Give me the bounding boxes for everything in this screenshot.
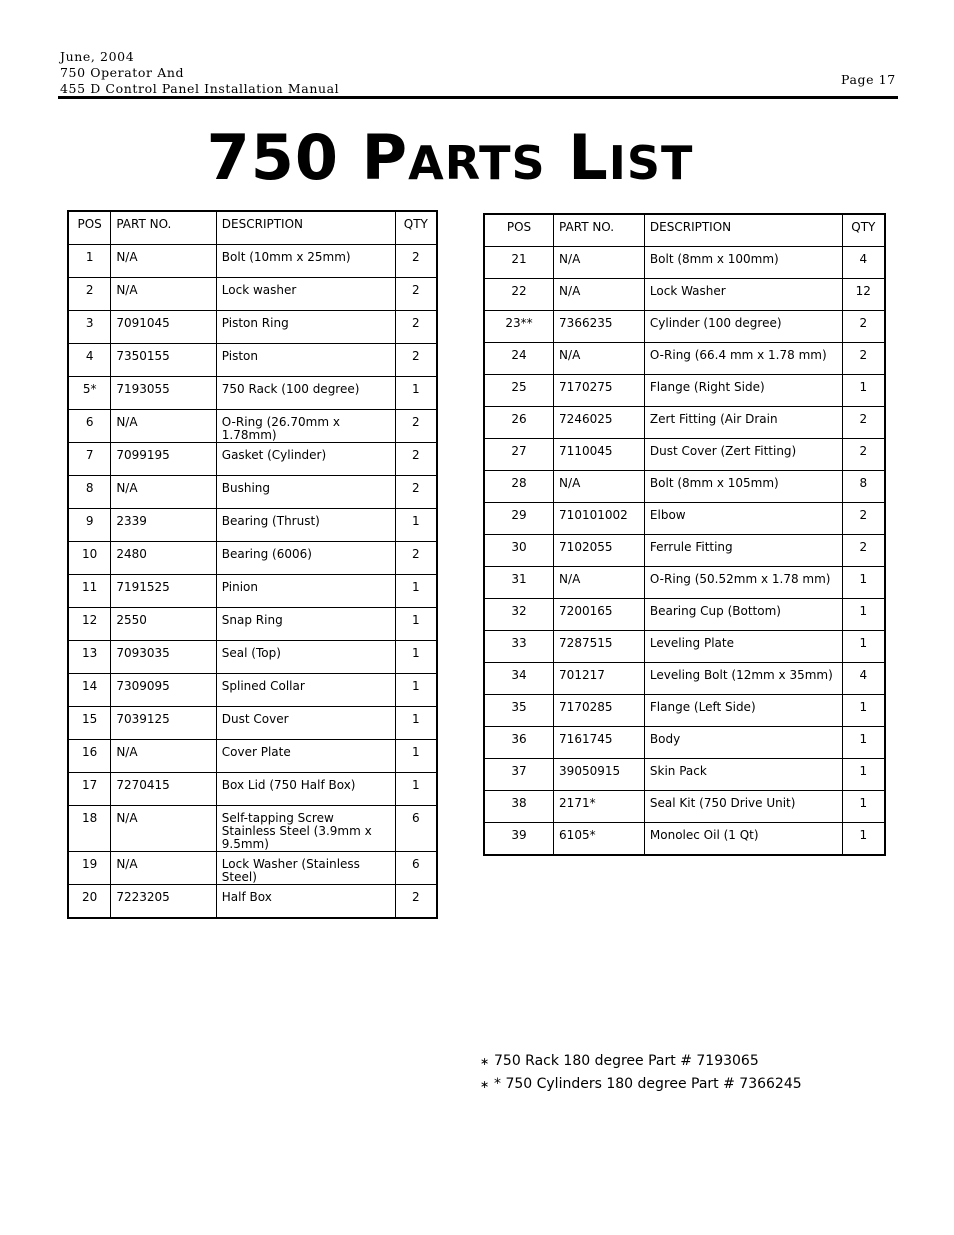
column-header: PART NO. [111,211,216,245]
pos-cell: 33 [484,631,554,663]
part-number-cell: 7170275 [554,375,645,407]
page-number: Page 17 [841,72,896,87]
pos-cell: 2 [68,278,111,311]
description-cell: Cover Plate [216,740,395,773]
description-cell: Leveling Plate [644,631,842,663]
description-cell: Dust Cover (Zert Fitting) [644,439,842,471]
qty-cell: 8 [842,471,885,503]
pos-cell: 24 [484,343,554,375]
description-cell: Body [644,727,842,759]
table-row [68,278,437,311]
description-cell: Box Lid (750 Half Box) [216,773,395,806]
pos-cell: 9 [68,509,111,542]
part-number-cell: N/A [554,567,645,599]
part-number-cell: N/A [111,852,216,885]
pos-cell: 34 [484,663,554,695]
table-row [68,542,437,575]
table-row [484,631,885,663]
description-cell: Leveling Bolt (12mm x 35mm) [644,663,842,695]
description-cell: Half Box [216,885,395,919]
description-cell: Elbow [644,503,842,535]
pos-cell: 6 [68,410,111,443]
description-cell: Bearing Cup (Bottom) [644,599,842,631]
pos-cell: 13 [68,641,111,674]
qty-cell: 2 [395,542,437,575]
column-header: QTY [395,211,437,245]
part-number-cell: 7093035 [111,641,216,674]
description-cell: Cylinder (100 degree) [644,311,842,343]
footnote-text: 750 Rack 180 degree Part # 7193065 [494,1053,759,1069]
table-row [484,599,885,631]
table-row [68,773,437,806]
column-header: POS [484,214,554,247]
description-cell: Bushing [216,476,395,509]
qty-cell: 1 [395,608,437,641]
table-row [68,852,437,885]
part-number-cell: 6105* [554,823,645,856]
table-row [484,407,885,439]
qty-cell: 1 [395,641,437,674]
part-number-cell: N/A [554,279,645,311]
parts-table-left [67,210,438,919]
description-cell: Lock Washer [644,279,842,311]
description-cell: Bolt (10mm x 25mm) [216,245,395,278]
table-row [484,727,885,759]
column-header: DESCRIPTION [644,214,842,247]
part-number-cell: 7193055 [111,377,216,410]
qty-cell: 1 [395,509,437,542]
qty-cell: 1 [842,759,885,791]
part-number-cell: N/A [554,471,645,503]
table-row [68,575,437,608]
pos-cell: 36 [484,727,554,759]
pos-cell: 21 [484,247,554,279]
pos-cell: 15 [68,707,111,740]
description-cell: Monolec Oil (1 Qt) [644,823,842,856]
qty-cell: 4 [842,247,885,279]
qty-cell: 2 [395,476,437,509]
page-title [0,118,900,203]
table-row [484,567,885,599]
part-number-cell: 7246025 [554,407,645,439]
document-header [60,49,339,97]
table-row [68,344,437,377]
pos-cell: 31 [484,567,554,599]
description-cell: Bearing (Thrust) [216,509,395,542]
header-title-line-2: 455 D Control Panel Installation Manual [60,81,340,96]
table-row [68,443,437,476]
bullet-asterisk-icon: ∗ [480,1078,490,1091]
description-cell: Skin Pack [644,759,842,791]
qty-cell: 1 [842,791,885,823]
table-row [484,535,885,567]
qty-cell: 2 [395,885,437,919]
pos-cell: 19 [68,852,111,885]
part-number-cell: 7039125 [111,707,216,740]
pos-cell: 29 [484,503,554,535]
qty-cell: 1 [395,377,437,410]
description-cell: Piston Ring [216,311,395,344]
qty-cell: 2 [842,311,885,343]
pos-cell: 5* [68,377,111,410]
qty-cell: 2 [395,410,437,443]
description-cell: Splined Collar [216,674,395,707]
table-row [68,311,437,344]
table-row [68,674,437,707]
description-cell: Flange (Left Side) [644,695,842,727]
pos-cell: 11 [68,575,111,608]
part-number-cell: 39050915 [554,759,645,791]
table-row [484,375,885,407]
pos-cell: 10 [68,542,111,575]
qty-cell: 6 [395,852,437,885]
pos-cell: 25 [484,375,554,407]
description-cell: O-Ring (50.52mm x 1.78 mm) [644,567,842,599]
title-number: 750 [206,121,340,194]
part-number-cell: N/A [111,806,216,852]
table-row [484,695,885,727]
pos-cell: 39 [484,823,554,856]
part-number-cell: N/A [111,740,216,773]
qty-cell: 2 [395,278,437,311]
qty-cell: 1 [395,575,437,608]
pos-cell: 22 [484,279,554,311]
qty-cell: 1 [842,631,885,663]
qty-cell: 2 [842,343,885,375]
qty-cell: 1 [842,727,885,759]
qty-cell: 6 [395,806,437,852]
pos-cell: 3 [68,311,111,344]
part-number-cell: N/A [554,343,645,375]
pos-cell: 17 [68,773,111,806]
pos-cell: 37 [484,759,554,791]
column-header: DESCRIPTION [216,211,395,245]
parts-table-right [483,213,886,856]
description-cell: Ferrule Fitting [644,535,842,567]
description-cell: Seal (Top) [216,641,395,674]
table-row [484,503,885,535]
description-cell: Snap Ring [216,608,395,641]
table-row [68,641,437,674]
pos-cell: 23** [484,311,554,343]
footnotes [480,1050,802,1096]
description-cell: Self-tapping Screw Stainless Steel (3.9mm x 9.5mm) [216,806,395,852]
part-number-cell: 7270415 [111,773,216,806]
pos-cell: 28 [484,471,554,503]
title-rest-ist: IST [608,136,694,190]
part-number-cell: 7223205 [111,885,216,919]
qty-cell: 1 [395,740,437,773]
table-row [484,247,885,279]
description-cell: Bearing (6006) [216,542,395,575]
pos-cell: 35 [484,695,554,727]
table-row [68,608,437,641]
part-number-cell: 2480 [111,542,216,575]
qty-cell: 2 [842,439,885,471]
part-number-cell: N/A [554,247,645,279]
description-cell: Bolt (8mm x 105mm) [644,471,842,503]
table-row [484,823,885,856]
description-cell: 750 Rack (100 degree) [216,377,395,410]
description-cell: Zert Fitting (Air Drain [644,407,842,439]
header-rule [58,96,898,99]
part-number-cell: N/A [111,476,216,509]
table-row [484,791,885,823]
table-row [68,476,437,509]
qty-cell: 1 [842,695,885,727]
qty-cell: 12 [842,279,885,311]
pos-cell: 26 [484,407,554,439]
qty-cell: 2 [842,407,885,439]
qty-cell: 2 [395,311,437,344]
description-cell: Lock washer [216,278,395,311]
qty-cell: 2 [842,535,885,567]
table-row [484,471,885,503]
footnote-cylinders [480,1073,802,1096]
table-row [484,311,885,343]
part-number-cell: 701217 [554,663,645,695]
table-row [68,806,437,852]
part-number-cell: N/A [111,245,216,278]
description-cell: Bolt (8mm x 100mm) [644,247,842,279]
description-cell: Flange (Right Side) [644,375,842,407]
table-row [484,663,885,695]
pos-cell: 14 [68,674,111,707]
part-number-cell: 7170285 [554,695,645,727]
bullet-asterisk-icon: ∗ [480,1055,490,1068]
table-row [484,439,885,471]
qty-cell: 1 [842,823,885,856]
part-number-cell: 7102055 [554,535,645,567]
footnote-rack [480,1050,802,1073]
table-row [68,885,437,919]
table-header-row [484,214,885,247]
table-row [68,410,437,443]
qty-cell: 1 [395,674,437,707]
part-number-cell: N/A [111,278,216,311]
table-row [68,245,437,278]
part-number-cell: 7309095 [111,674,216,707]
description-cell: Gasket (Cylinder) [216,443,395,476]
part-number-cell: N/A [111,410,216,443]
title-initial-l: L [568,121,609,194]
qty-cell: 1 [842,599,885,631]
description-cell: Dust Cover [216,707,395,740]
part-number-cell: 7200165 [554,599,645,631]
pos-cell: 38 [484,791,554,823]
qty-cell: 1 [395,707,437,740]
part-number-cell: 7110045 [554,439,645,471]
description-cell: O-Ring (66.4 mm x 1.78 mm) [644,343,842,375]
part-number-cell: 7350155 [111,344,216,377]
pos-cell: 8 [68,476,111,509]
qty-cell: 1 [842,567,885,599]
table-row [68,377,437,410]
part-number-cell: 710101002 [554,503,645,535]
pos-cell: 20 [68,885,111,919]
column-header: QTY [842,214,885,247]
table-row [68,509,437,542]
pos-cell: 1 [68,245,111,278]
column-header: POS [68,211,111,245]
pos-cell: 12 [68,608,111,641]
column-header: PART NO. [554,214,645,247]
part-number-cell: 2339 [111,509,216,542]
table-row [68,740,437,773]
pos-cell: 27 [484,439,554,471]
title-rest-arts: ARTS [408,136,546,190]
table-row [484,279,885,311]
pos-cell: 32 [484,599,554,631]
qty-cell: 1 [842,375,885,407]
qty-cell: 2 [842,503,885,535]
pos-cell: 18 [68,806,111,852]
part-number-cell: 7191525 [111,575,216,608]
pos-cell: 4 [68,344,111,377]
header-date: June, 2004 [60,49,135,64]
part-number-cell: 7161745 [554,727,645,759]
description-cell: Lock Washer (Stainless Steel) [216,852,395,885]
qty-cell: 2 [395,443,437,476]
part-number-cell: 7091045 [111,311,216,344]
pos-cell: 7 [68,443,111,476]
table-row [68,707,437,740]
part-number-cell: 7287515 [554,631,645,663]
qty-cell: 1 [395,773,437,806]
part-number-cell: 2550 [111,608,216,641]
table-row [484,343,885,375]
footnote-text: * 750 Cylinders 180 degree Part # 7366245 [494,1076,802,1092]
pos-cell: 30 [484,535,554,567]
qty-cell: 4 [842,663,885,695]
pos-cell: 16 [68,740,111,773]
part-number-cell: 2171* [554,791,645,823]
part-number-cell: 7099195 [111,443,216,476]
description-cell: O-Ring (26.70mm x 1.78mm) [216,410,395,443]
part-number-cell: 7366235 [554,311,645,343]
table-row [484,759,885,791]
description-cell: Piston [216,344,395,377]
title-initial-p: P [361,121,409,194]
qty-cell: 2 [395,344,437,377]
header-title-line-1: 750 Operator And [60,65,185,80]
table-header-row [68,211,437,245]
description-cell: Pinion [216,575,395,608]
description-cell: Seal Kit (750 Drive Unit) [644,791,842,823]
qty-cell: 2 [395,245,437,278]
